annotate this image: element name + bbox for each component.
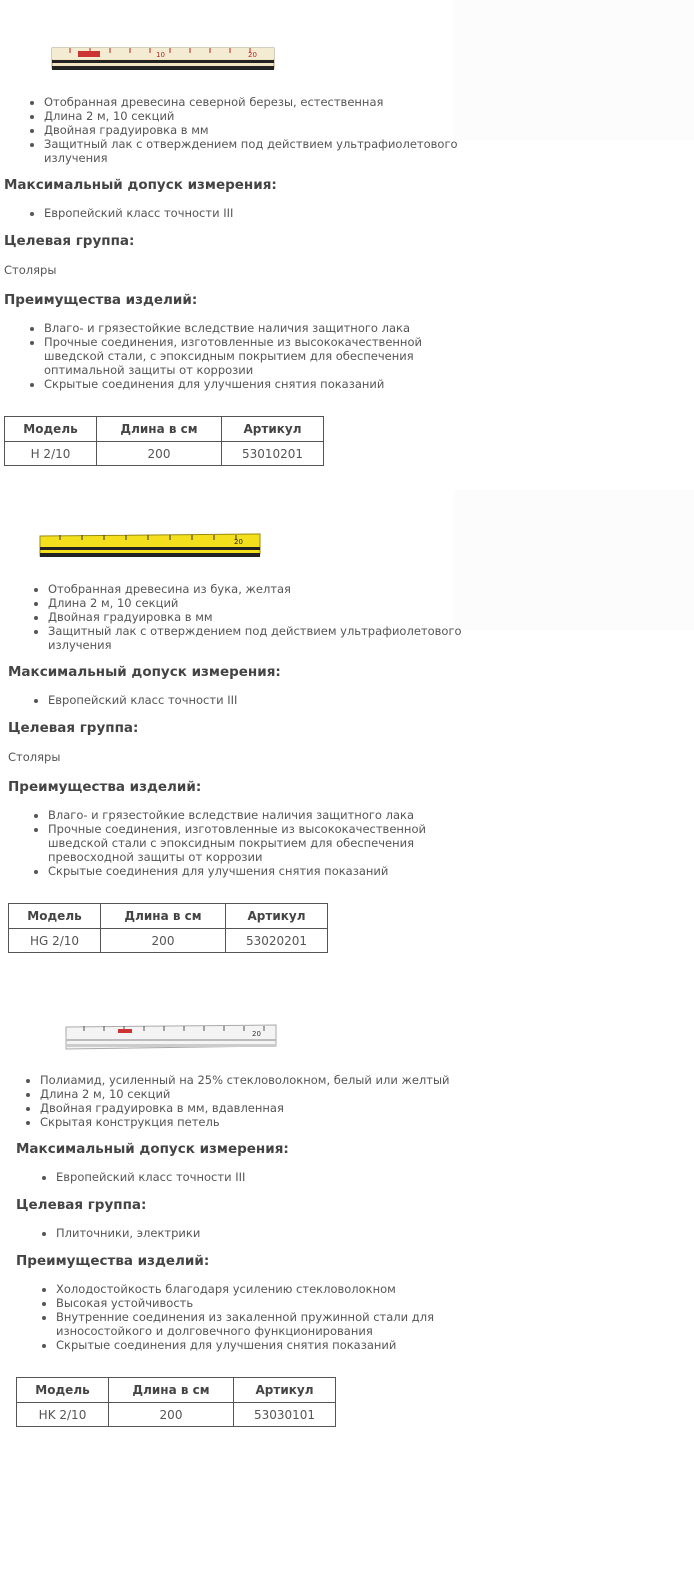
svg-text:20: 20 <box>248 51 257 59</box>
target-group-text: Столяры <box>4 263 57 277</box>
section-heading: Преимущества изделий: <box>8 779 202 795</box>
table-cell: 53010201 <box>222 442 324 466</box>
section-heading: Целевая группа: <box>16 1197 147 1213</box>
section-heading: Преимущества изделий: <box>4 292 198 308</box>
table-header: Длина в см <box>109 1378 234 1403</box>
table-cell: 53020201 <box>226 929 328 953</box>
list-item: • Влаго- и грязестойкие вследствие наличия защитного лака <box>44 321 444 335</box>
list-item: • Внутренние соединения из закаленной пружинной стали для износостойкого и долговечного функционирования <box>56 1310 456 1338</box>
list-item: • Плиточники, электрики <box>56 1226 496 1240</box>
table-row <box>17 1403 336 1427</box>
tolerance-list <box>4 206 484 220</box>
target-group-list <box>16 1226 496 1240</box>
table-header: Модель <box>5 417 97 442</box>
list-item: • Европейский класс точности III <box>44 206 484 220</box>
table-cell: 200 <box>109 1403 234 1427</box>
folding-rule-image <box>38 530 266 564</box>
list-item: • Отобранная древесина из бука, желтая <box>48 582 488 596</box>
background-panel <box>454 490 694 630</box>
list-item: • Длина 2 м, 10 секций <box>44 109 484 123</box>
list-item: • Отобранная древесина северной березы, естественная <box>44 95 484 109</box>
spec-table <box>8 903 328 953</box>
list-item: • Полиамид, усиленный на 25% стекловолокном, белый или желтый <box>40 1073 500 1087</box>
section-heading: Преимущества изделий: <box>16 1253 210 1269</box>
section-heading: Максимальный допуск измерения: <box>16 1141 289 1157</box>
table-cell: H 2/10 <box>5 442 97 466</box>
list-item: • Скрытые соединения для улучшения снятия показаний <box>48 864 448 878</box>
tolerance-list <box>8 693 488 707</box>
svg-text:20: 20 <box>234 538 243 546</box>
tolerance-list <box>16 1170 496 1184</box>
table-cell: 53030101 <box>234 1403 336 1427</box>
table-row <box>9 929 328 953</box>
list-item: • Защитный лак с отверждением под действием ультрафиолетового излучения <box>44 137 484 165</box>
table-header: Модель <box>9 904 101 929</box>
table-header: Артикул <box>234 1378 336 1403</box>
table-cell: HG 2/10 <box>9 929 101 953</box>
section-heading: Максимальный допуск измерения: <box>8 664 281 680</box>
folding-rule-image <box>64 1022 280 1056</box>
list-item: • Высокая устойчивость <box>56 1296 456 1310</box>
feature-list <box>0 1073 500 1129</box>
feature-list <box>8 582 488 652</box>
table-header: Модель <box>17 1378 109 1403</box>
feature-list <box>4 95 484 165</box>
list-item: • Холодостойкость благодаря усилению стекловолокном <box>56 1282 456 1296</box>
list-item: • Двойная градуировка в мм, вдавленная <box>40 1101 500 1115</box>
advantages-list <box>16 1282 456 1352</box>
table-header: Артикул <box>222 417 324 442</box>
list-item: • Прочные соединения, изготовленные из высококачественной шведской стали, с эпоксидным покрытием для обеспечения оптимальной защиты от коррозии <box>44 335 444 377</box>
list-item: • Влаго- и грязестойкие вследствие наличия защитного лака <box>48 808 448 822</box>
list-item: • Прочные соединения, изготовленные из высококачественной шведской стали с эпоксидным покрытием для обеспечения превосходной защиты от коррозии <box>48 822 448 864</box>
list-item: • Скрытая конструкция петель <box>40 1115 500 1129</box>
list-item: • Европейский класс точности III <box>48 693 488 707</box>
svg-text:20: 20 <box>252 1030 261 1038</box>
table-row <box>5 442 324 466</box>
table-cell: HK 2/10 <box>17 1403 109 1427</box>
folding-rule-image <box>50 42 276 78</box>
list-item: • Защитный лак с отверждением под действием ультрафиолетового излучения <box>48 624 488 652</box>
background-panel <box>454 0 694 140</box>
list-item: • Длина 2 м, 10 секций <box>48 596 488 610</box>
table-header: Длина в см <box>97 417 222 442</box>
list-item: • Скрытые соединения для улучшения снятия показаний <box>56 1338 456 1352</box>
section-heading: Целевая группа: <box>8 720 139 736</box>
spec-table <box>4 416 324 466</box>
target-group-text: Столяры <box>8 750 61 764</box>
list-item: • Скрытые соединения для улучшения снятия показаний <box>44 377 444 391</box>
advantages-list <box>8 808 448 878</box>
table-header: Артикул <box>226 904 328 929</box>
list-item: • Длина 2 м, 10 секций <box>40 1087 500 1101</box>
spec-table <box>16 1377 336 1427</box>
table-cell: 200 <box>101 929 226 953</box>
list-item: • Европейский класс точности III <box>56 1170 496 1184</box>
list-item: • Двойная градуировка в мм <box>44 123 484 137</box>
advantages-list <box>4 321 444 391</box>
section-heading: Целевая группа: <box>4 233 135 249</box>
table-header: Длина в см <box>101 904 226 929</box>
section-heading: Максимальный допуск измерения: <box>4 177 277 193</box>
list-item: • Двойная градуировка в мм <box>48 610 488 624</box>
svg-text:10: 10 <box>156 51 165 59</box>
table-cell: 200 <box>97 442 222 466</box>
